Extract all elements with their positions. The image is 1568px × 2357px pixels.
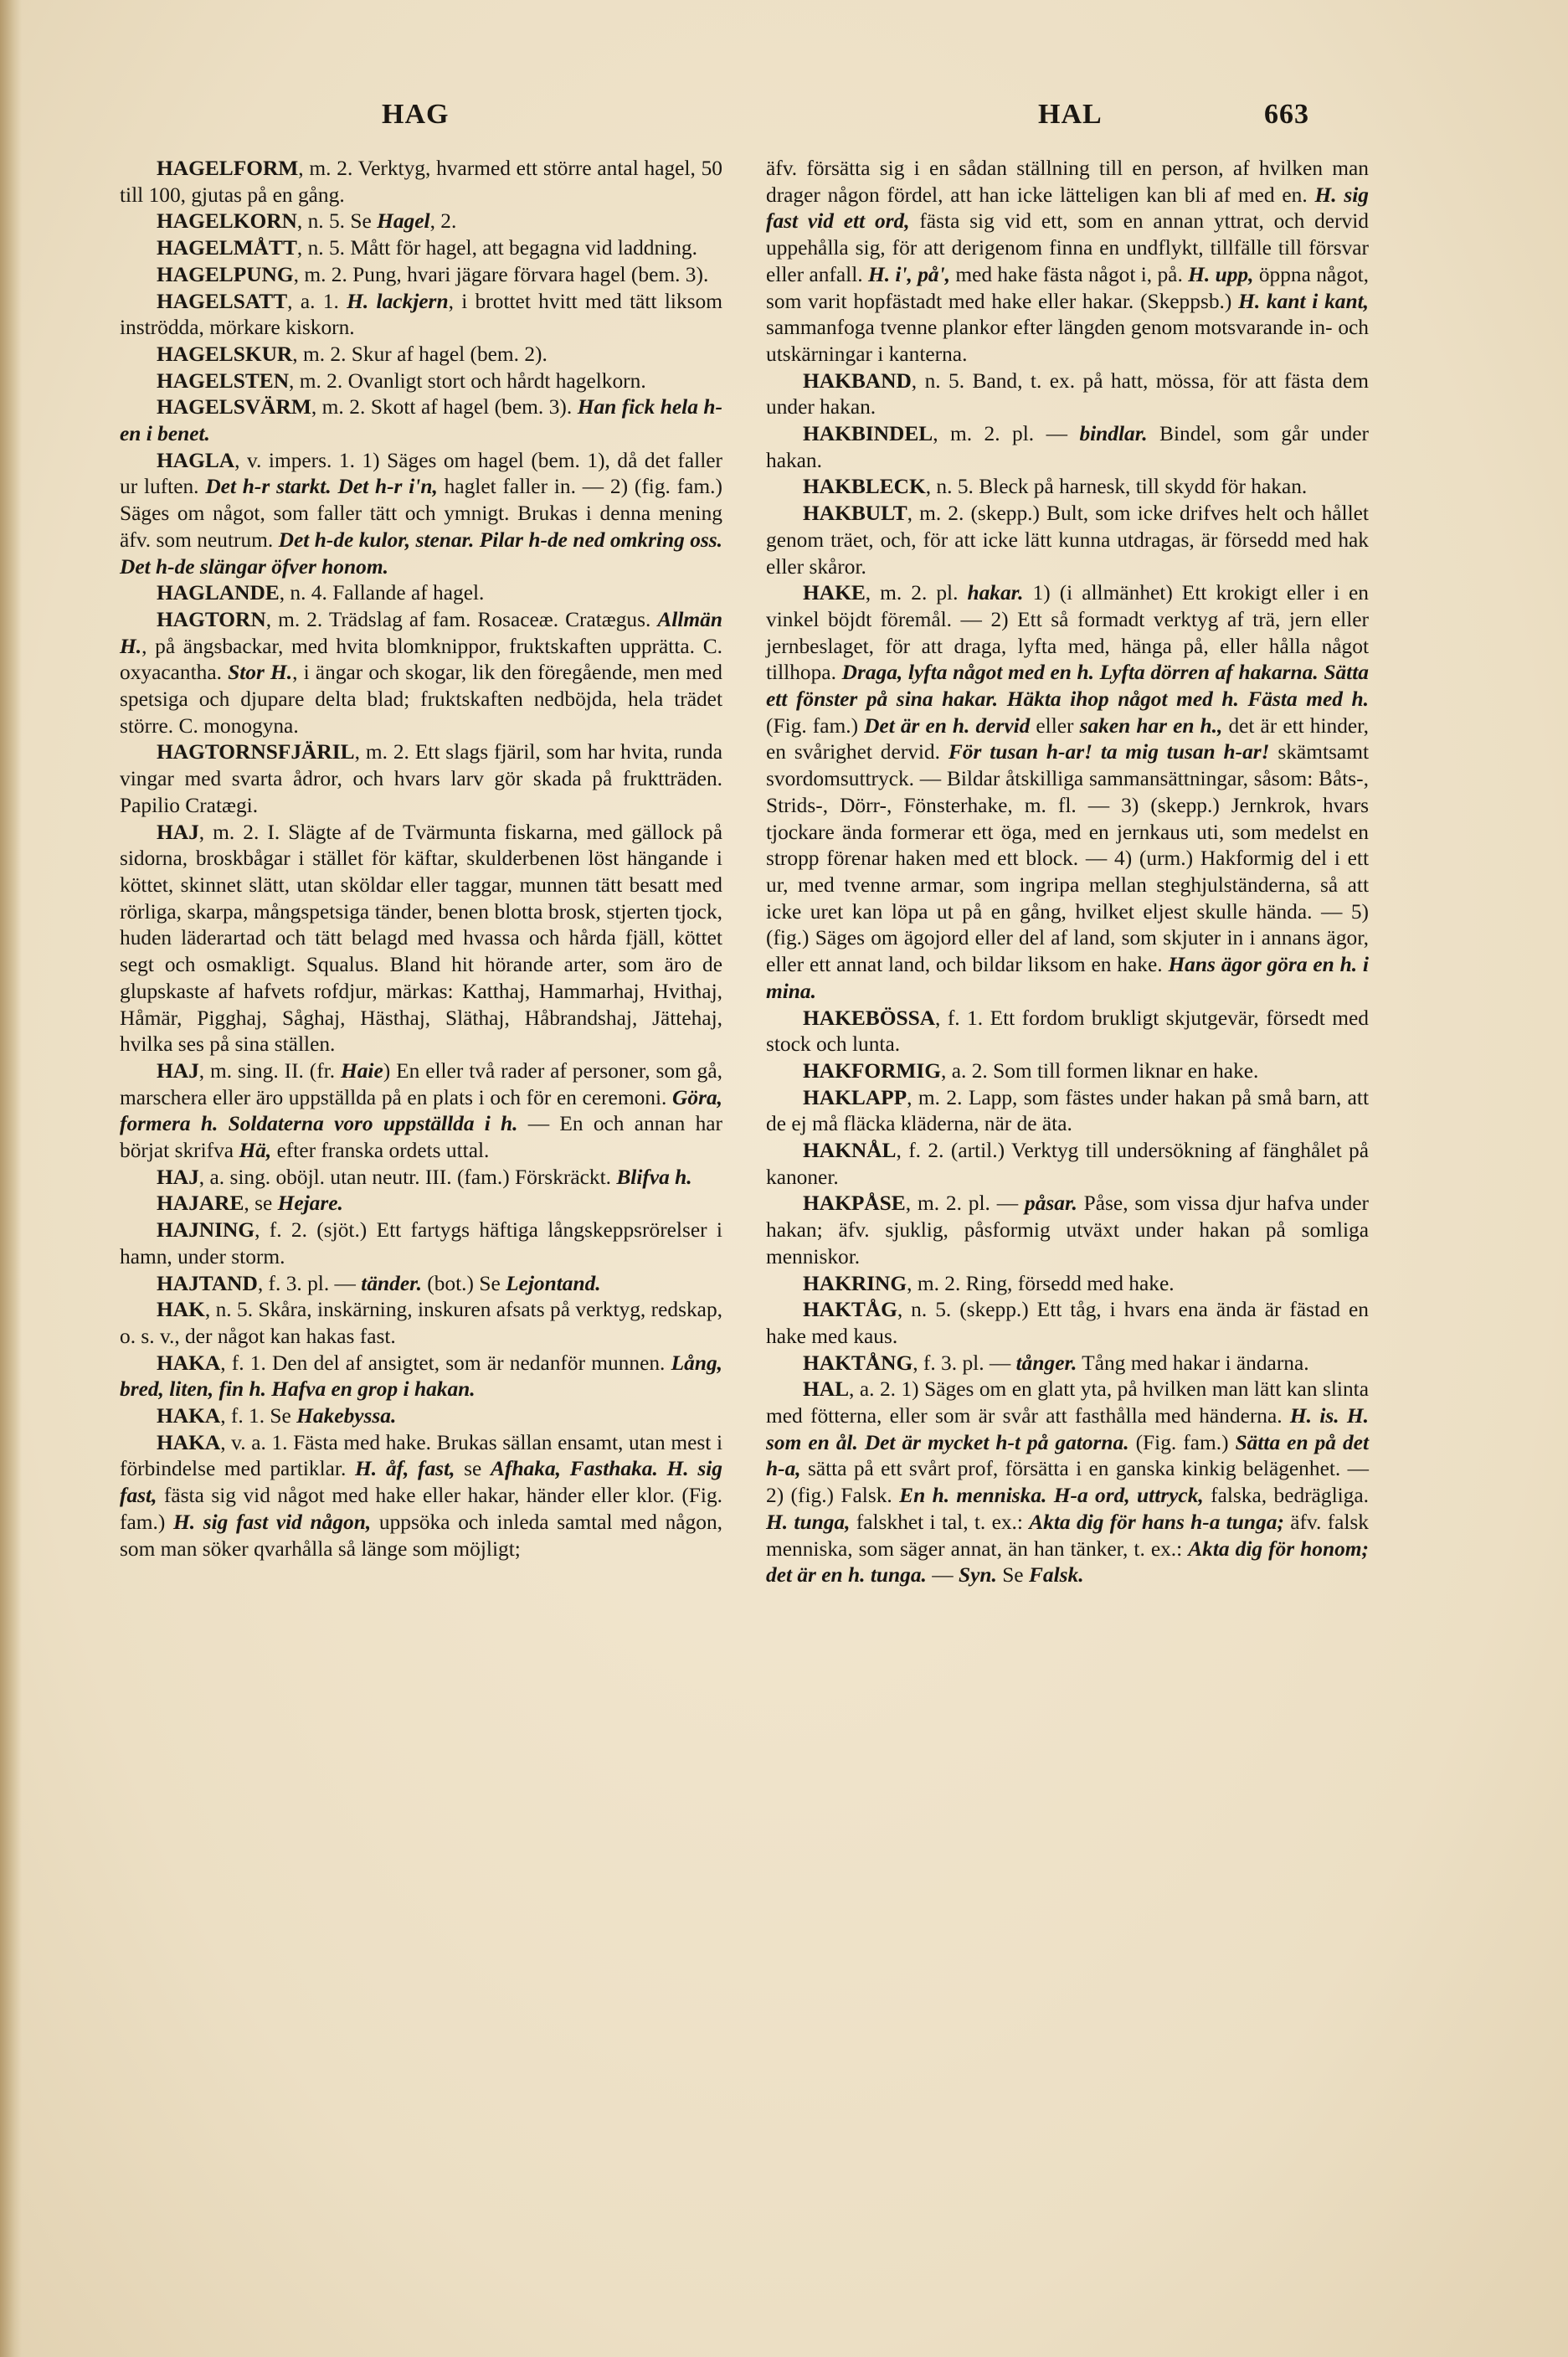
entry-definition: , m. 2. Skur af hagel (bem. 2).	[292, 342, 548, 366]
running-header	[0, 99, 1568, 149]
entry-definition: öppna något, som varit hopfästadt med hake eller hakar. (Skeppsb.)	[766, 262, 1369, 313]
entry-headword: HAKTÅG	[803, 1298, 897, 1322]
entry-headword: HAGELKORN	[157, 209, 297, 234]
dictionary-entry	[766, 368, 1369, 421]
entry-headword: HAKA	[157, 1351, 221, 1375]
entry-definition: det är ett hinder, en svårighet dervid.	[766, 713, 1369, 764]
entry-definition: , m. 2. Pung, hvari jägare förvara hagel (bem. 3).	[293, 262, 709, 286]
entry-headword: HAJARE	[157, 1191, 244, 1216]
entry-definition: , 2.	[429, 209, 457, 234]
entry-definition: , m. 2. Lapp, som fästes under hakan på små barn, att de ej må fläcka kläderna, när de äta.	[766, 1085, 1369, 1136]
entry-definition: , a. sing. oböjl. utan neutr. III. (fam.) Förskräckt.	[198, 1165, 617, 1189]
entry-headword: HAGELSVÄRM	[157, 395, 311, 419]
entry-example: bindlar.	[1079, 422, 1148, 446]
entry-headword: HAKBULT	[803, 502, 907, 526]
dictionary-entry	[120, 448, 722, 581]
dictionary-entry	[766, 1297, 1369, 1350]
entry-example: Akta dig för honom; det är en h. tunga.	[766, 1536, 1369, 1588]
entry-definition: —	[926, 1563, 959, 1588]
dictionary-entry	[120, 156, 722, 208]
entry-headword: HAJ	[157, 1165, 199, 1189]
entry-definition: , f. 3. pl. —	[913, 1351, 1016, 1375]
entry-headword: HAKA	[157, 1404, 221, 1428]
entry-definition: skämtsamt svordomsuttryck. — Bildar åtskilliga sammansättningar, såsom: Båts-, Strids-, Dörr-, Fönsterhake, m. fl. — 3) (skepp.) Jernkrok, hvars tjockare ända formerar ett öga, med en jernkaus uti, som medelst en stropp förenar haken med ett block. — 4) (urm.) Hakformig del i ett ur, med tvenne armar, som ingripa mellan steghjulständerna, så att icke uret kan löpa ut på en gång, hvilket eljest skulle hända. — 5) (fig.) Säges om ägojord eller del af land, som skjuter in i annans ägor, eller ett annat land, och bildar liksom en hake.	[766, 740, 1370, 977]
entry-definition: uppsöka och inleda samtal med någon, som man söker qvarhålla så länge som möjligt;	[120, 1510, 722, 1561]
dictionary-entry	[120, 1058, 722, 1165]
entry-example: H. lackjern	[347, 289, 449, 313]
dictionary-entry	[120, 262, 722, 289]
entry-example: Hä,	[239, 1139, 272, 1163]
entry-headword: HAGLA	[157, 448, 235, 472]
dictionary-entry	[766, 156, 1369, 368]
entry-example: Syn.	[958, 1563, 997, 1588]
entry-definition: , m. 2. Verktyg, hvarmed ett större antal hagel, 50 till 100, gjutas på en gång.	[120, 157, 722, 207]
entry-definition: eller	[1030, 713, 1080, 738]
entry-example: Falsk.	[1028, 1563, 1084, 1588]
entry-headword: HAL	[803, 1377, 850, 1402]
entry-definition: fästa sig vid något med hake eller hakar, händer eller klor. (Fig. fam.)	[120, 1484, 722, 1534]
entry-example: Akta dig för hans h-a tunga;	[1029, 1510, 1284, 1534]
entry-definition: falska, bedrägliga.	[1203, 1484, 1369, 1508]
entry-definition: , f. 2. (artil.) Verktyg till undersökning af fänghålet på kanoner.	[766, 1139, 1369, 1189]
entry-definition: äfv. falsk menniska, som säger annat, än han tänker, t. ex.:	[766, 1510, 1370, 1561]
dictionary-entry	[120, 739, 722, 819]
entry-definition: , f. 2. (sjöt.) Ett fartygs häftiga långskeppsrörelser i hamn, under storm.	[120, 1218, 722, 1269]
entry-definition: , n. 5. Mått för hagel, att begagna vid laddning.	[296, 236, 697, 260]
right-column	[766, 156, 1369, 1589]
entry-headword: HAGELSKUR	[157, 342, 293, 366]
entry-definition: Se	[996, 1563, 1029, 1588]
entry-headword: HAGTORN	[157, 607, 266, 631]
entry-headword: HAKPÅSE	[803, 1191, 906, 1216]
entry-example: Stor H.	[228, 661, 293, 685]
dictionary-entry	[766, 1377, 1369, 1589]
entry-definition: se	[455, 1457, 491, 1481]
entry-example: Det är en h. dervid	[864, 713, 1031, 738]
entry-definition: — En och annan har börjat skrifva	[120, 1112, 723, 1163]
dictionary-entry	[766, 474, 1369, 501]
entry-definition: , f. 1. Ett fordom brukligt skjutgevär, försedt med stock och lunta.	[766, 1006, 1369, 1057]
entry-example: För tusan h-ar! ta mig tusan h-ar!	[948, 740, 1270, 764]
dictionary-entry	[120, 607, 722, 740]
entry-definition: haglet faller in. — 2) (fig. fam.) Säges om något, som faller tätt och ymnigt. Brukas i denna mening äfv. som neutrum.	[120, 475, 722, 552]
entry-example: H. åf, fast,	[355, 1457, 455, 1481]
entry-headword: HAKA	[157, 1430, 221, 1454]
entry-headword: HAGELFORM	[157, 157, 299, 180]
dictionary-entry	[766, 421, 1369, 474]
entry-example: Hakebyssa.	[296, 1404, 397, 1428]
entry-definition: , a. 1.	[287, 289, 347, 313]
entry-definition: fästa sig vid ett, som en annan yttrat, och dervid uppehålla sig, för att derigenom finna en undflykt, tillfälle till försvar eller anfall.	[766, 209, 1369, 286]
entry-definition: , m. 2. Ovanligt stort och hårdt hagelkorn.	[289, 368, 646, 393]
entry-example: Hans ägor göra en h. i mina.	[766, 953, 1369, 1003]
dictionary-entry	[120, 820, 722, 1058]
entry-headword: HAKE	[803, 581, 866, 605]
entry-definition: , m. 2. Ring, försedd med hake.	[907, 1271, 1175, 1295]
entry-definition: ) En eller två rader af personer, som gå, marschera eller äro uppställda på en plats i och för en ceremoni.	[120, 1058, 722, 1109]
entry-headword: HAKTÅNG	[803, 1351, 913, 1375]
dictionary-entry	[120, 1297, 722, 1350]
entry-definition: , n. 5. Bleck på harnesk, till skydd för hakan.	[925, 475, 1308, 499]
dictionary-entry	[120, 368, 722, 395]
dictionary-entry	[120, 1351, 722, 1403]
entry-definition: 1) (i allmänhet) Ett krokigt eller i en vinkel böjdt föremål. — 2) Ett så formadt verktyg af trä, jern eller jernbeslaget, för att draga, lyfta med, hänga på, eller hålla något tillhopa.	[766, 581, 1369, 685]
entry-headword: HAGLANDE	[157, 581, 280, 605]
entry-definition: , v. impers. 1. 1) Säges om hagel (bem. 1), då det faller ur luften.	[120, 448, 722, 499]
entry-headword: HAKBINDEL	[803, 422, 933, 446]
entry-definition: , m. 2. Ett slags fjäril, som har hvita, runda vingar med svarta ådror, och hvars larv gör skada på fruktträden. Papilio Cratægi.	[120, 740, 722, 817]
entry-example: H. upp,	[1188, 262, 1254, 286]
right-guide-word: HAL	[1038, 99, 1103, 130]
dictionary-entry	[120, 1191, 722, 1217]
dictionary-entry	[120, 1403, 722, 1430]
entry-definition: , a. 2. 1) Säges om en glatt yta, på hvilken man lätt kan slinta med fötterna, eller som är svår att fasthålla med händerna.	[766, 1377, 1369, 1428]
entry-definition: , på ängsbackar, med hvita blomknippor, fruktskaften upprätta. C. oxyacantha.	[120, 634, 722, 685]
entry-definition: , m. sing. II. (fr.	[198, 1058, 341, 1083]
dictionary-entry	[766, 1006, 1369, 1058]
entry-definition: Tång med hakar i ändarna.	[1077, 1351, 1309, 1375]
entry-headword: HAJ	[157, 820, 199, 844]
entry-definition: (Fig. fam.)	[1128, 1430, 1236, 1454]
entry-definition: (bot.) Se	[421, 1271, 506, 1295]
dictionary-entry	[120, 580, 722, 607]
entry-example: Hagel	[377, 209, 430, 234]
dictionary-entry	[766, 580, 1369, 1005]
left-guide-word: HAG	[382, 99, 450, 130]
entry-example: H. i', på',	[867, 262, 950, 286]
entry-example: Allmän H.	[120, 607, 722, 658]
page-binding-edge	[0, 0, 22, 2357]
entry-definition: , n. 5. Skåra, inskärning, inskuren afsats på verktyg, redskap, o. s. v., der något kan hakas fast.	[120, 1298, 722, 1348]
entry-example: Göra, formera h. Soldaterna voro uppställda i h.	[120, 1085, 722, 1136]
entry-headword: HAGELSATT	[157, 289, 288, 313]
entry-example: saken har en h.,	[1079, 713, 1223, 738]
dictionary-entry	[766, 501, 1369, 580]
entry-example: Han fick hela h-en i benet.	[120, 395, 722, 446]
entry-example: H. sig fast vid ett ord,	[766, 183, 1369, 234]
entry-definition: äfv. försätta sig i en sådan ställning till en person, af hvilken man drager någon fördel, att han icke lätteligen kan bli af med en.	[766, 157, 1369, 207]
dictionary-entry	[766, 1085, 1369, 1138]
entry-example: Haie	[340, 1058, 383, 1083]
entry-definition: , n. 5. Band, t. ex. på hatt, mössa, för att fästa dem under hakan.	[766, 368, 1369, 419]
entry-definition: Bindel, som går under hakan.	[766, 422, 1370, 472]
entry-headword: HAJNING	[157, 1218, 255, 1243]
entry-example: H. kant i kant,	[1238, 289, 1369, 313]
dictionary-entry	[766, 1351, 1369, 1377]
entry-definition: , f. 1. Den del af ansigtet, som är nedanför munnen.	[220, 1351, 671, 1375]
entry-definition: (Fig. fam.)	[766, 713, 865, 738]
entry-definition: , i brottet hvitt med tätt liksom inströdda, mörkare kiskorn.	[120, 289, 722, 340]
entry-definition: sammanfoga tvenne plankor efter längden genom motsvarande in- och utskärningar i kanterna.	[766, 316, 1369, 366]
dictionary-entry	[766, 1191, 1369, 1270]
dictionary-entry	[766, 1138, 1369, 1191]
left-column	[120, 156, 722, 1562]
dictionary-entry	[120, 1217, 722, 1270]
entry-definition: , m. 2. pl. —	[933, 422, 1080, 446]
dictionary-entry	[120, 1271, 722, 1298]
entry-headword: HAKNÅL	[803, 1139, 897, 1163]
entry-definition: , m. 2. Trädslag af fam. Rosaceæ. Cratægus.	[265, 607, 658, 631]
entry-example: Sätta en på det h-a,	[766, 1430, 1369, 1481]
entry-definition: , n. 4. Fallande af hagel.	[279, 581, 485, 605]
entry-example: H. sig fast vid någon,	[172, 1510, 372, 1534]
entry-definition: Påse, som vissa djur hafva under hakan; äfv. sjuklig, påsformig utväxt under hakan på somliga menniskor.	[766, 1191, 1370, 1269]
entry-example: Afhaka, Fasthaka. H. sig fast,	[120, 1457, 722, 1508]
entry-headword: HAKLAPP	[803, 1085, 907, 1109]
dictionary-entry	[766, 1058, 1369, 1085]
entry-headword: HAKEBÖSSA	[803, 1006, 936, 1030]
entry-definition: sätta på ett svårt prof, försätta i en ganska kinkig belägenhet. — 2) (fig.) Falsk.	[766, 1457, 1369, 1508]
entry-headword: HAKFORMIG	[803, 1058, 942, 1083]
entry-example: tänder.	[361, 1271, 422, 1295]
dictionary-entry	[120, 208, 722, 235]
page-number: 663	[1264, 99, 1309, 130]
entry-headword: HAKBAND	[803, 368, 912, 393]
entry-definition: , n. 5. Se	[296, 209, 378, 234]
entry-headword: HAGELMÅTT	[157, 236, 297, 260]
dictionary-entry	[766, 1271, 1369, 1298]
entry-example: Draga, lyfta något med en h. Lyfta dörren af hakarna. Sätta ett fönster på sina hakar. Häkta ihop något med h. Fästa med h.	[766, 661, 1369, 712]
entry-headword: HAKBLECK	[803, 475, 926, 499]
entry-definition: falskhet i tal, t. ex.:	[850, 1510, 1030, 1534]
entry-headword: HAJ	[157, 1058, 199, 1083]
entry-definition: , i ängar och skogar, lik den föregående, men med spetsiga och djupare delta blad; fruktskaften nedböjda, hela trädet större. C. monogyna.	[120, 661, 722, 738]
entry-headword: HAKRING	[803, 1271, 907, 1295]
entry-definition: , m. 2. Skott af hagel (bem. 3).	[311, 395, 578, 419]
entry-definition: med hake fästa något i, på.	[950, 262, 1189, 286]
entry-example: H. tunga,	[766, 1510, 851, 1534]
entry-example: hakar.	[967, 581, 1024, 605]
entry-example: Hejare.	[277, 1191, 343, 1216]
dictionary-entry	[120, 394, 722, 447]
dictionary-entry	[120, 235, 722, 262]
entry-example: Det h-de kulor, stenar. Pilar h-de ned omkring oss. Det h-de slängar öfver honom.	[120, 527, 722, 579]
dictionary-entry	[120, 1165, 722, 1191]
entry-example: Lejontand.	[506, 1271, 601, 1295]
entry-definition: , m. 2. pl. —	[905, 1191, 1025, 1216]
entry-definition: , v. a. 1. Fästa med hake. Brukas sällan ensamt, utan mest i förbindelse med partiklar.	[120, 1430, 722, 1481]
entry-example: Det h-r starkt. Det h-r i'n,	[205, 475, 438, 499]
entry-example: tånger.	[1015, 1351, 1077, 1375]
dictionary-entry	[120, 289, 722, 342]
entry-definition: , f. 1. Se	[220, 1404, 297, 1428]
entry-headword: HAJTAND	[157, 1271, 258, 1295]
entry-example: Blifva h.	[616, 1165, 692, 1189]
entry-definition: , m. 2. I. Slägte af de Tvärmunta fiskarna, med gällock på sidorna, broskbågar i stället för käftar, skulderbenen löst hängande i köttet, skinnet slätt, utan sköldar eller taggar, munnen tätt besatt med rörliga, skarpa, mångspetsiga tänder, benen blotta brosk, stjerten tjock, huden läderartad och tätt belagd med hvassa och hårda fjäll, köttet segt och osmakligt. Squalus. Bland hit hörande arter, som äro de glupskaste af hafvets rofdjur, märkas: Katthaj, Hammarhaj, Hvithaj, Håmär, Pigghaj, Såghaj, Hästhaj, Släthaj, Håbrandshaj, Jättehaj, hvilka ses på sina ställen.	[120, 820, 722, 1057]
entry-example: H. is. H. som en ål. Det är mycket h-t på gatorna.	[766, 1404, 1369, 1454]
entry-headword: HAGELPUNG	[157, 262, 294, 286]
dictionary-entry	[120, 342, 722, 368]
entry-definition: , a. 2. Som till formen liknar en hake.	[941, 1058, 1259, 1083]
entry-definition: efter franska ordets uttal.	[271, 1139, 490, 1163]
entry-headword: HAGELSTEN	[157, 368, 290, 393]
entry-definition: , m. 2. (skepp.) Bult, som icke drifves helt och hållet genom träet, och, för att icke lätt kunna utdragas, är försedd med hak eller skåror.	[766, 502, 1369, 579]
entry-definition: , se	[244, 1191, 278, 1216]
entry-example: påsar.	[1025, 1191, 1077, 1216]
dictionary-entry	[120, 1430, 722, 1563]
entry-headword: HAGTORNSFJÄRIL	[157, 740, 355, 764]
entry-example: En h. menniska. H-a ord, uttryck,	[899, 1484, 1204, 1508]
entry-definition: , m. 2. pl.	[865, 581, 968, 605]
entry-definition: , f. 3. pl. —	[257, 1271, 362, 1295]
entry-definition: , n. 5. (skepp.) Ett tåg, i hvars ena ända är fästad en hake med kaus.	[766, 1298, 1369, 1348]
entry-headword: HAK	[157, 1298, 205, 1322]
entry-example: Lång, bred, liten, fin h. Hafva en grop i hakan.	[120, 1351, 722, 1402]
